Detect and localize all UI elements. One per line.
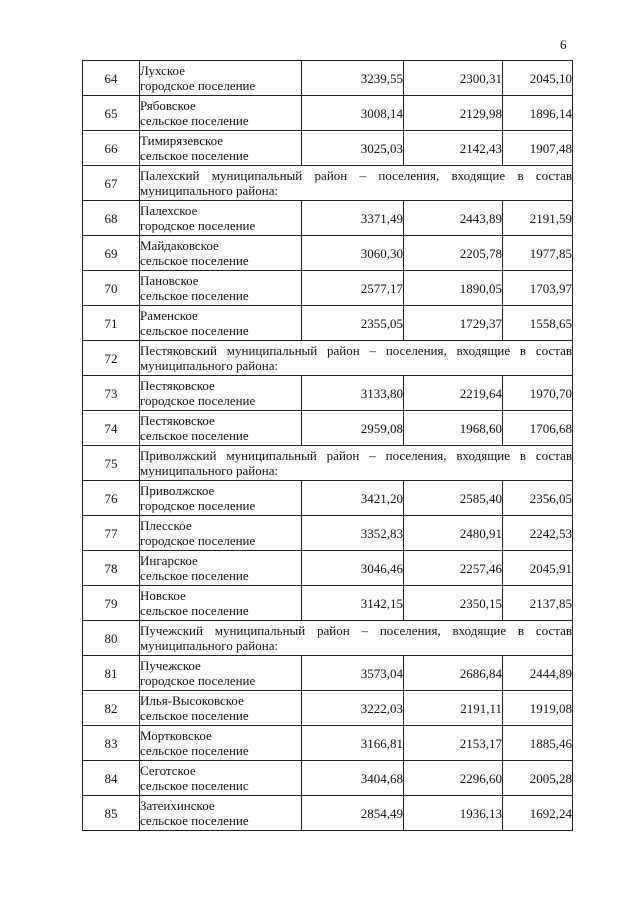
settlement-type: сельское поселение (140, 253, 249, 268)
value-3: 1558,65 (503, 306, 573, 341)
value-1: 3008,14 (302, 96, 404, 131)
settlement-title: Палехское (140, 203, 198, 218)
district-heading: Приволжский муниципальный район – поселения, входящие в состав муниципального района: (140, 446, 573, 481)
table-row (83, 516, 573, 551)
value-3: 2005,28 (503, 761, 573, 796)
settlement-name (140, 691, 302, 726)
row-number: 84 (83, 761, 140, 796)
table-row (83, 236, 573, 271)
row-number: 76 (83, 481, 140, 516)
settlement-title: Приволжское (140, 483, 215, 498)
row-number: 78 (83, 551, 140, 586)
value-2: 2350,15 (404, 586, 503, 621)
value-1: 3133,80 (302, 376, 404, 411)
settlement-title: Плесское (140, 518, 192, 533)
settlement-name (140, 481, 302, 516)
table-row (83, 131, 573, 166)
table-body (83, 61, 573, 831)
value-1: 3046,46 (302, 551, 404, 586)
value-2: 2205,78 (404, 236, 503, 271)
row-number: 75 (83, 446, 140, 481)
value-3: 2242,53 (503, 516, 573, 551)
value-1: 3573,04 (302, 656, 404, 691)
value-1: 3222,03 (302, 691, 404, 726)
table-row (83, 61, 573, 96)
settlement-title: Мортковское (140, 728, 212, 743)
settlement-type: сельское поселение (140, 603, 249, 618)
value-3: 1896,14 (503, 96, 573, 131)
value-2: 2480,91 (404, 516, 503, 551)
settlement-type: сельское поселение (140, 288, 249, 303)
row-number: 69 (83, 236, 140, 271)
row-number: 65 (83, 96, 140, 131)
table-row (83, 481, 573, 516)
value-1: 3166,81 (302, 726, 404, 761)
row-number: 83 (83, 726, 140, 761)
section-row (83, 446, 573, 481)
value-3: 1977,85 (503, 236, 573, 271)
settlement-title: Пестяковское (140, 378, 215, 393)
settlement-name (140, 201, 302, 236)
value-3: 2137,85 (503, 586, 573, 621)
row-number: 72 (83, 341, 140, 376)
row-number: 70 (83, 271, 140, 306)
page-number: 6 (560, 37, 567, 52)
value-3: 1692,24 (503, 796, 573, 831)
settlement-name (140, 726, 302, 761)
settlement-type: сельское поселенис (140, 778, 249, 793)
section-row (83, 166, 573, 201)
row-number: 79 (83, 586, 140, 621)
table-row (83, 376, 573, 411)
settlement-name (140, 761, 302, 796)
settlement-name (140, 376, 302, 411)
value-1: 3239,55 (302, 61, 404, 96)
table-row (83, 201, 573, 236)
settlement-type: сельское поселение (140, 813, 249, 828)
settlement-type: сельское поселение (140, 708, 249, 723)
settlement-title: Майдаковское (140, 238, 219, 253)
value-2: 2686,84 (404, 656, 503, 691)
settlement-title: Тимирязевское (140, 133, 224, 148)
value-2: 2300,31 (404, 61, 503, 96)
settlement-type: городское поселение (140, 533, 256, 548)
value-2: 1936,13 (404, 796, 503, 831)
value-3: 1907,48 (503, 131, 573, 166)
value-2: 2142,43 (404, 131, 503, 166)
value-2: 2153,17 (404, 726, 503, 761)
value-1: 3404,68 (302, 761, 404, 796)
tariff-table (82, 60, 573, 831)
table-row (83, 271, 573, 306)
row-number: 82 (83, 691, 140, 726)
settlement-type: городское поселение (140, 218, 256, 233)
settlement-name (140, 586, 302, 621)
value-1: 2959,08 (302, 411, 404, 446)
table-row (83, 796, 573, 831)
settlement-title: Пановское (140, 273, 199, 288)
table-row (83, 726, 573, 761)
value-3: 1706,68 (503, 411, 573, 446)
settlement-name (140, 96, 302, 131)
settlement-type: сельское поселение (140, 113, 249, 128)
value-3: 2045,10 (503, 61, 573, 96)
value-2: 2129,98 (404, 96, 503, 131)
value-2: 2585,40 (404, 481, 503, 516)
value-2: 1968,60 (404, 411, 503, 446)
table-row (83, 691, 573, 726)
value-3: 2356,05 (503, 481, 573, 516)
settlement-name (140, 61, 302, 96)
settlement-title: Ингарское (140, 553, 198, 568)
value-2: 2257,46 (404, 551, 503, 586)
settlement-name (140, 306, 302, 341)
settlement-type: городское поселение (140, 498, 256, 513)
settlement-title: Новское (140, 588, 186, 603)
settlement-type: сельское поселение (140, 743, 249, 758)
value-1: 3371,49 (302, 201, 404, 236)
settlement-type: сельское поселение (140, 568, 249, 583)
value-3: 1885,46 (503, 726, 573, 761)
row-number: 73 (83, 376, 140, 411)
value-3: 2191,59 (503, 201, 573, 236)
settlement-title: Затеихинское (140, 798, 215, 813)
table-row (83, 586, 573, 621)
row-number: 77 (83, 516, 140, 551)
value-2: 1890,05 (404, 271, 503, 306)
table-row (83, 761, 573, 796)
section-row (83, 621, 573, 656)
row-number: 85 (83, 796, 140, 831)
settlement-title: Сеготское (140, 763, 196, 778)
value-2: 1729,37 (404, 306, 503, 341)
row-number: 80 (83, 621, 140, 656)
row-number: 74 (83, 411, 140, 446)
value-1: 3142,15 (302, 586, 404, 621)
settlement-type: сельское поселение (140, 148, 249, 163)
value-2: 2296,60 (404, 761, 503, 796)
value-3: 2444,89 (503, 656, 573, 691)
table-row (83, 411, 573, 446)
value-3: 1703,97 (503, 271, 573, 306)
value-1: 3025,03 (302, 131, 404, 166)
settlement-name (140, 796, 302, 831)
settlement-type: городское поселение (140, 393, 256, 408)
settlement-name (140, 516, 302, 551)
district-heading: Пучежский муниципальный район – поселения, входящие в состав муниципального района: (140, 621, 573, 656)
row-number: 64 (83, 61, 140, 96)
value-2: 2191,11 (404, 691, 503, 726)
settlement-title: Раменское (140, 308, 198, 323)
row-number: 66 (83, 131, 140, 166)
row-number: 68 (83, 201, 140, 236)
row-number: 67 (83, 166, 140, 201)
settlement-name (140, 271, 302, 306)
settlement-title: Пучежское (140, 658, 201, 673)
settlement-name (140, 236, 302, 271)
settlement-name (140, 131, 302, 166)
district-heading: Палехский муниципальный район – поселения, входящие в состав муниципального района: (140, 166, 573, 201)
row-number: 81 (83, 656, 140, 691)
settlement-title: Рябовское (140, 98, 196, 113)
settlement-title: Лухское (140, 63, 185, 78)
settlement-type: городское поселение (140, 673, 256, 688)
settlement-title: Илья-Высоковское (140, 693, 244, 708)
settlement-type: городское поселение (140, 78, 256, 93)
settlement-title: Пестяковское (140, 413, 215, 428)
table-row (83, 656, 573, 691)
settlement-type: сельское поселение (140, 323, 249, 338)
value-3: 1970,70 (503, 376, 573, 411)
settlement-type: сельское поселение (140, 428, 249, 443)
value-1: 2577,17 (302, 271, 404, 306)
value-2: 2219,64 (404, 376, 503, 411)
value-1: 2355,05 (302, 306, 404, 341)
value-1: 3421,20 (302, 481, 404, 516)
district-heading: Пестяковский муниципальный район – поселения, входящие в состав муниципального района: (140, 341, 573, 376)
value-1: 3060,30 (302, 236, 404, 271)
section-row (83, 341, 573, 376)
settlement-name (140, 551, 302, 586)
value-3: 1919,08 (503, 691, 573, 726)
value-1: 3352,83 (302, 516, 404, 551)
settlement-name (140, 411, 302, 446)
row-number: 71 (83, 306, 140, 341)
settlement-name (140, 656, 302, 691)
value-1: 2854,49 (302, 796, 404, 831)
table-row (83, 96, 573, 131)
table-row (83, 551, 573, 586)
value-3: 2045,91 (503, 551, 573, 586)
value-2: 2443,89 (404, 201, 503, 236)
table-row (83, 306, 573, 341)
